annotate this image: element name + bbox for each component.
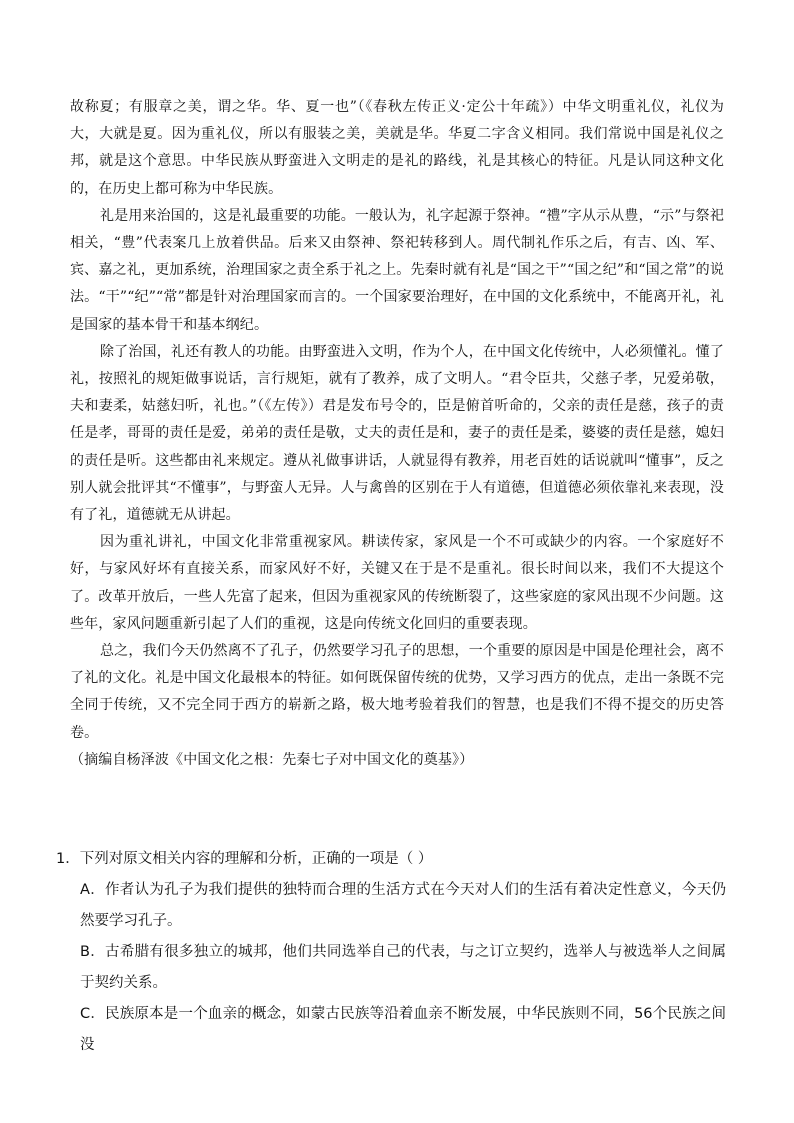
question-1 (56, 844, 726, 1061)
option-b: B．古希腊有很多独立的城邦，他们共同选举自己的代表，与之订立契约，选举人与被选举人之间属于契约关系。 (80, 944, 726, 991)
question-stem: 1．下列对原文相关内容的理解和分析，正确的一项是（ ） (56, 851, 433, 867)
reading-passage (70, 94, 724, 774)
passage-paragraph-1: 故称夏；有服章之美，谓之华。华、夏一也”（《春秋左传正义·定公十年疏》）中华文明重礼仪，礼仪为大，大就是夏。因为重礼仪，所以有服装之美，美就是华。华夏二字含义相同。我们常说中国是礼仪之邦，就是这个意思。中华民族从野蛮进入文明走的是礼的路线，礼是其核心的特征。凡是认同这种文化的，在历史上都可称为中华民族。 (70, 99, 724, 197)
option-c: C．民族原本是一个血亲的概念，如蒙古民族等沿着血亲不断发展，中华民族则不同，56个民族之间没 (80, 1006, 726, 1053)
passage-paragraph-3: 除了治国，礼还有教人的功能。由野蛮进入文明，作为个人，在中国文化传统中，人必须懂礼。懂了礼，按照礼的规矩做事说话，言行规矩，就有了教养，成了文明人。“君令臣共，父慈子孝，兄爱弟敬，夫和妻柔，姑慈妇听，礼也。”（《左传》）君是发布号令的，臣是俯首听命的，父亲的责任是慈，孩子的责任是孝，哥哥的责任是爱，弟弟的责任是敬，丈夫的责任是和，妻子的责任是柔，婆婆的责任是慈，媳妇的责任是听。这些都由礼来规定。遵从礼做事讲话，人就显得有教养，用老百姓的话说就叫“懂事”，反之别人就会批评其“不懂事”，与野蛮人无异。人与禽兽的区别在于人有道德，但道德必须依靠礼来表现，没有了礼，道德就无从讲起。 (70, 343, 724, 524)
option-a: A．作者认为孔子为我们提供的独特而合理的生活方式在今天对人们的生活有着决定性意义，今天仍然要学习孔子。 (80, 882, 726, 929)
passage-paragraph-4: 因为重礼讲礼，中国文化非常重视家风。耕读传家，家风是一个不可或缺少的内容。一个家庭好不好，与家风好坏有直接关系，而家风好不好，关键又在于是不是重礼。很长时间以来，我们不大提这个了。改革开放后，一些人先富了起来，但因为重视家风的传统断裂了，这些家庭的家风出现不少问题。这些年，家风问题重新引起了人们的重视，这是向传统文化回归的重要表现。 (70, 534, 724, 632)
passage-paragraph-2: 礼是用来治国的，这是礼最重要的功能。一般认为，礼字起源于祭神。“禮”字从示从豊，“示”与祭祀相关，“豊”代表案几上放着供品。后来又由祭神、祭祀转移到人。周代制礼作乐之后，有吉、凶、军、宾、嘉之礼，更加系统，治理国家之责全系于礼之上。先秦时就有礼是“国之干”“国之纪”和“国之常”的说法。“干”“纪”“常”都是针对治理国家而言的。一个国家要治理好，在中国的文化系统中，不能离开礼，礼是国家的基本骨干和基本纲纪。 (70, 207, 724, 333)
passage-paragraph-5: 总之，我们今天仍然离不了孔子，仍然要学习孔子的思想，一个重要的原因是中国是伦理社会，离不了礼的文化。礼是中国文化最根本的特征。如何既保留传统的优势，又学习西方的优点，走出一条既不完全同于传统，又不完全同于西方的崭新之路，极大地考验着我们的智慧，也是我们不得不提交的历史答卷。 (70, 643, 724, 741)
passage-source-citation: （摘编自杨泽波《中国文化之根：先秦七子对中国文化的奠基》） (70, 751, 474, 768)
